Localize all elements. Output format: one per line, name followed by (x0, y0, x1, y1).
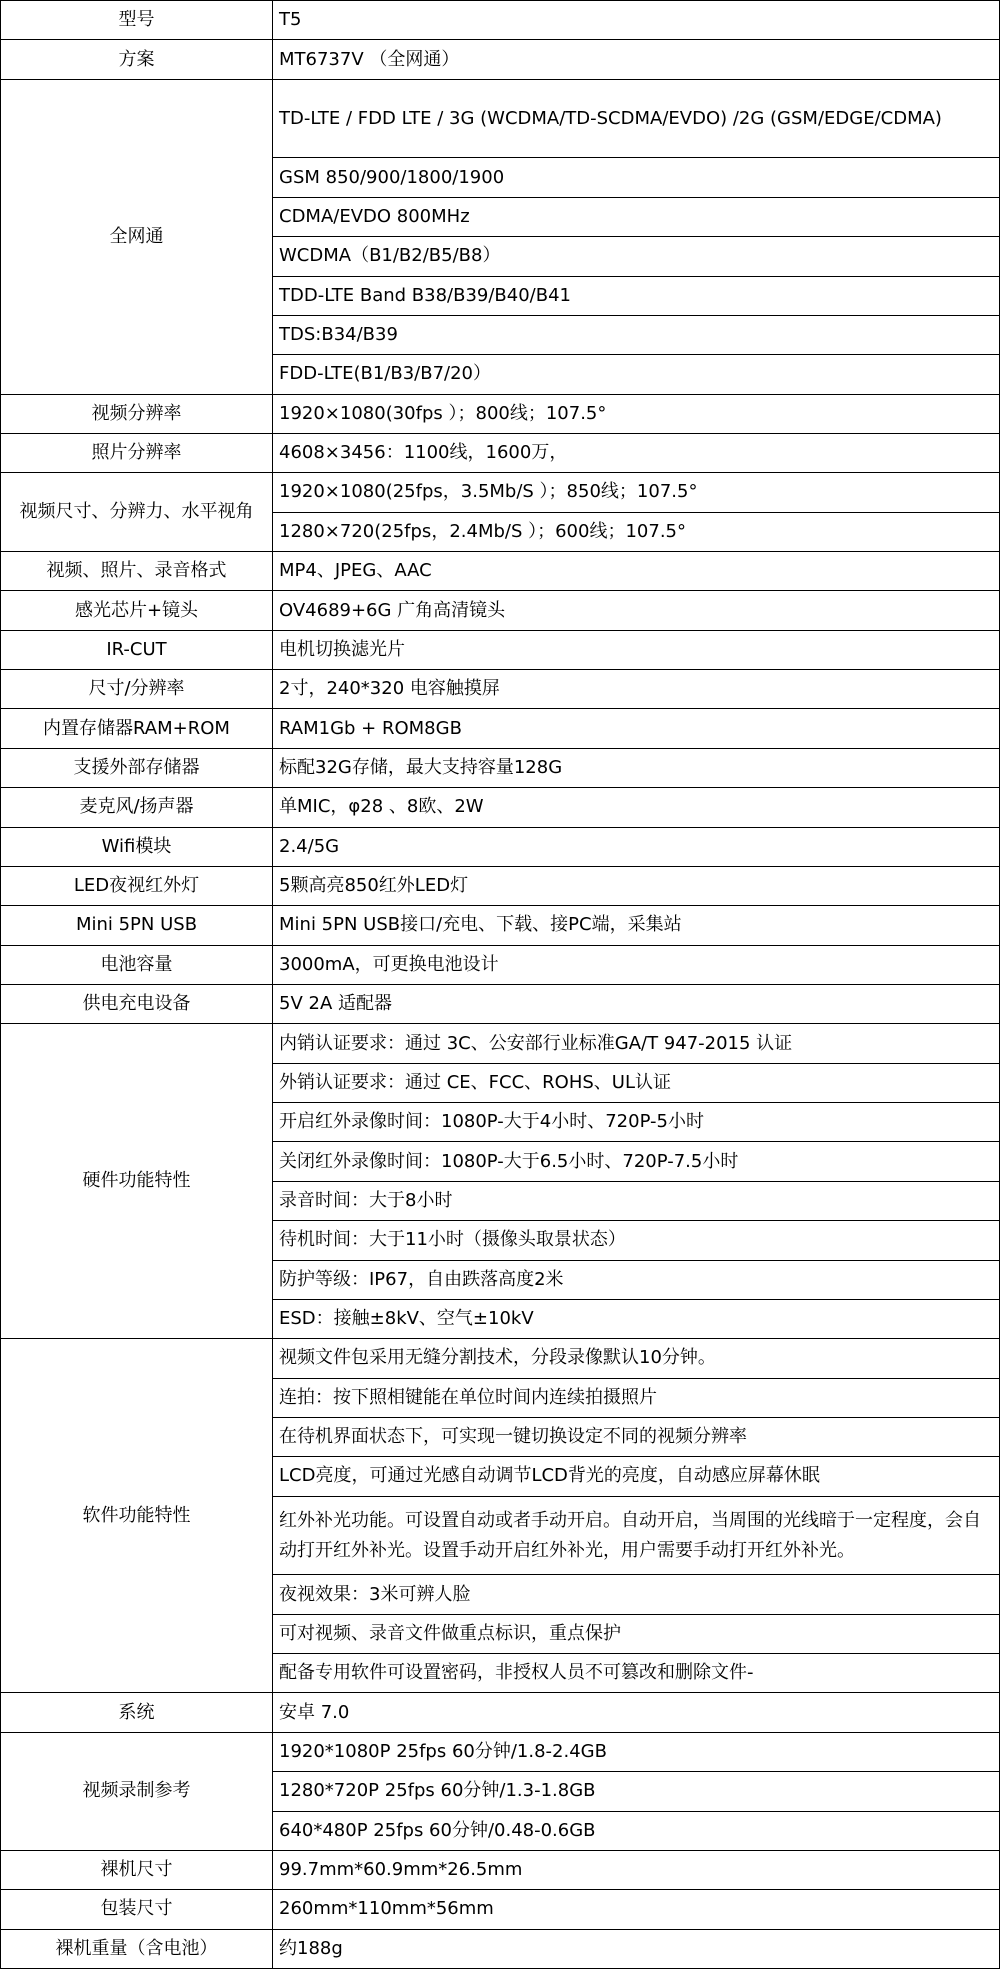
spec-row (1, 1732, 1000, 1771)
spec-label: 裸机尺寸 (1, 1850, 273, 1889)
spec-value: FDD-LTE(B1/B3/B7/20） (273, 355, 1000, 394)
spec-label: 方案 (1, 40, 273, 79)
spec-label: 照片分辨率 (1, 433, 273, 472)
spec-value: 在待机界面状态下，可实现一键切换设定不同的视频分辨率 (273, 1417, 1000, 1456)
spec-label: 全网通 (1, 79, 273, 394)
spec-label: LED夜视红外灯 (1, 866, 273, 905)
spec-label: 麦克风/扬声器 (1, 788, 273, 827)
spec-value: 安卓 7.0 (273, 1693, 1000, 1732)
spec-value: 5V 2A 适配器 (273, 984, 1000, 1023)
spec-value: 电机切换滤光片 (273, 630, 1000, 669)
spec-row (1, 591, 1000, 630)
spec-value: 单MIC，φ28 、8欧、2W (273, 788, 1000, 827)
spec-row (1, 1929, 1000, 1968)
spec-value: RAM1Gb + ROM8GB (273, 709, 1000, 748)
spec-value: 视频文件包采用无缝分割技术，分段录像默认10分钟。 (273, 1339, 1000, 1378)
spec-value: 防护等级：IP67，自由跌落高度2米 (273, 1260, 1000, 1299)
spec-row (1, 984, 1000, 1023)
spec-value: TDD-LTE Band B38/B39/B40/B41 (273, 276, 1000, 315)
spec-row (1, 906, 1000, 945)
spec-value: LCD亮度，可通过光感自动调节LCD背光的亮度，自动感应屏幕休眠 (273, 1457, 1000, 1496)
spec-row (1, 1024, 1000, 1063)
spec-label: 硬件功能特性 (1, 1024, 273, 1339)
spec-label: Mini 5PN USB (1, 906, 273, 945)
spec-label: 支援外部存储器 (1, 748, 273, 787)
spec-label: 视频、照片、录音格式 (1, 552, 273, 591)
spec-row (1, 79, 1000, 158)
spec-row (1, 473, 1000, 512)
spec-value: 内销认证要求：通过 3C、公安部行业标准GA/T 947-2015 认证 (273, 1024, 1000, 1063)
spec-row (1, 709, 1000, 748)
spec-label: 系统 (1, 1693, 273, 1732)
spec-value: WCDMA（B1/B2/B5/B8） (273, 237, 1000, 276)
spec-value: 5颗高亮850红外LED灯 (273, 866, 1000, 905)
spec-row (1, 670, 1000, 709)
spec-value: ESD：接触±8kV、空气±10kV (273, 1299, 1000, 1338)
spec-value: 1920×1080(25fps，3.5Mb/S ）；850线；107.5° (273, 473, 1000, 512)
spec-label: 型号 (1, 1, 273, 40)
spec-label: 内置存储器RAM+ROM (1, 709, 273, 748)
spec-label: 视频尺寸、分辨力、水平视角 (1, 473, 273, 552)
spec-value: 1920*1080P 25fps 60分钟/1.8-2.4GB (273, 1732, 1000, 1771)
spec-value: 可对视频、录音文件做重点标识，重点保护 (273, 1614, 1000, 1653)
spec-value: 1920×1080(30fps ）；800线；107.5° (273, 394, 1000, 433)
spec-value: TDS:B34/B39 (273, 315, 1000, 354)
spec-row (1, 748, 1000, 787)
spec-value: CDMA/EVDO 800MHz (273, 197, 1000, 236)
spec-label: 包装尺寸 (1, 1890, 273, 1929)
spec-value: 红外补光功能。可设置自动或者手动开启。自动开启，当周围的光线暗于一定程度，会自动打开红外补光。设置手动开启红外补光，用户需要手动打开红外补光。 (273, 1496, 1000, 1575)
spec-value: GSM 850/900/1800/1900 (273, 158, 1000, 197)
spec-row (1, 630, 1000, 669)
spec-value: MT6737V （全网通） (273, 40, 1000, 79)
spec-row (1, 1, 1000, 40)
spec-label: IR-CUT (1, 630, 273, 669)
spec-value: 外销认证要求：通过 CE、FCC、ROHS、UL认证 (273, 1063, 1000, 1102)
spec-value: 配备专用软件可设置密码，非授权人员不可篡改和删除文件- (273, 1654, 1000, 1693)
spec-value: 开启红外录像时间：1080P-大于4小时、720P-5小时 (273, 1103, 1000, 1142)
spec-label: Wifi模块 (1, 827, 273, 866)
spec-value: 待机时间：大于11小时（摄像头取景状态） (273, 1221, 1000, 1260)
spec-value: 4608×3456：1100线，1600万， (273, 433, 1000, 472)
spec-value: 标配32G存储，最大支持容量128G (273, 748, 1000, 787)
spec-value: 1280*720P 25fps 60分钟/1.3-1.8GB (273, 1772, 1000, 1811)
spec-row (1, 40, 1000, 79)
spec-value: TD-LTE / FDD LTE / 3G (WCDMA/TD-SCDMA/EVDO) /2G (GSM/EDGE/CDMA) (273, 79, 1000, 158)
spec-label: 视频分辨率 (1, 394, 273, 433)
spec-row (1, 552, 1000, 591)
spec-table-body (1, 1, 1000, 1969)
spec-value: 夜视效果：3米可辨人脸 (273, 1575, 1000, 1614)
spec-value: 录音时间：大于8小时 (273, 1181, 1000, 1220)
spec-row (1, 945, 1000, 984)
spec-label: 视频录制参考 (1, 1732, 273, 1850)
spec-value: 1280×720(25fps，2.4Mb/S ）；600线；107.5° (273, 512, 1000, 551)
spec-row (1, 433, 1000, 472)
spec-value: 连拍：按下照相键能在单位时间内连续拍摄照片 (273, 1378, 1000, 1417)
spec-value: Mini 5PN USB接口/充电、下载、接PC端，采集站 (273, 906, 1000, 945)
spec-row (1, 788, 1000, 827)
spec-row (1, 866, 1000, 905)
spec-value: 2寸，240*320 电容触摸屏 (273, 670, 1000, 709)
spec-row (1, 394, 1000, 433)
spec-label: 电池容量 (1, 945, 273, 984)
spec-label: 感光芯片+镜头 (1, 591, 273, 630)
spec-value: 3000mA，可更换电池设计 (273, 945, 1000, 984)
spec-row (1, 1890, 1000, 1929)
spec-value: 2.4/5G (273, 827, 1000, 866)
spec-row (1, 827, 1000, 866)
spec-label: 裸机重量（含电池） (1, 1929, 273, 1968)
spec-value: T5 (273, 1, 1000, 40)
spec-value: 约188g (273, 1929, 1000, 1968)
spec-row (1, 1850, 1000, 1889)
spec-value: 99.7mm*60.9mm*26.5mm (273, 1850, 1000, 1889)
spec-label: 供电充电设备 (1, 984, 273, 1023)
spec-value: 640*480P 25fps 60分钟/0.48-0.6GB (273, 1811, 1000, 1850)
spec-value: 关闭红外录像时间：1080P-大于6.5小时、720P-7.5小时 (273, 1142, 1000, 1181)
spec-value: 260mm*110mm*56mm (273, 1890, 1000, 1929)
spec-value: OV4689+6G 广角高清镜头 (273, 591, 1000, 630)
spec-value: MP4、JPEG、AAC (273, 552, 1000, 591)
spec-label: 尺寸/分辨率 (1, 670, 273, 709)
spec-label: 软件功能特性 (1, 1339, 273, 1693)
spec-row (1, 1339, 1000, 1378)
spec-row (1, 1693, 1000, 1732)
